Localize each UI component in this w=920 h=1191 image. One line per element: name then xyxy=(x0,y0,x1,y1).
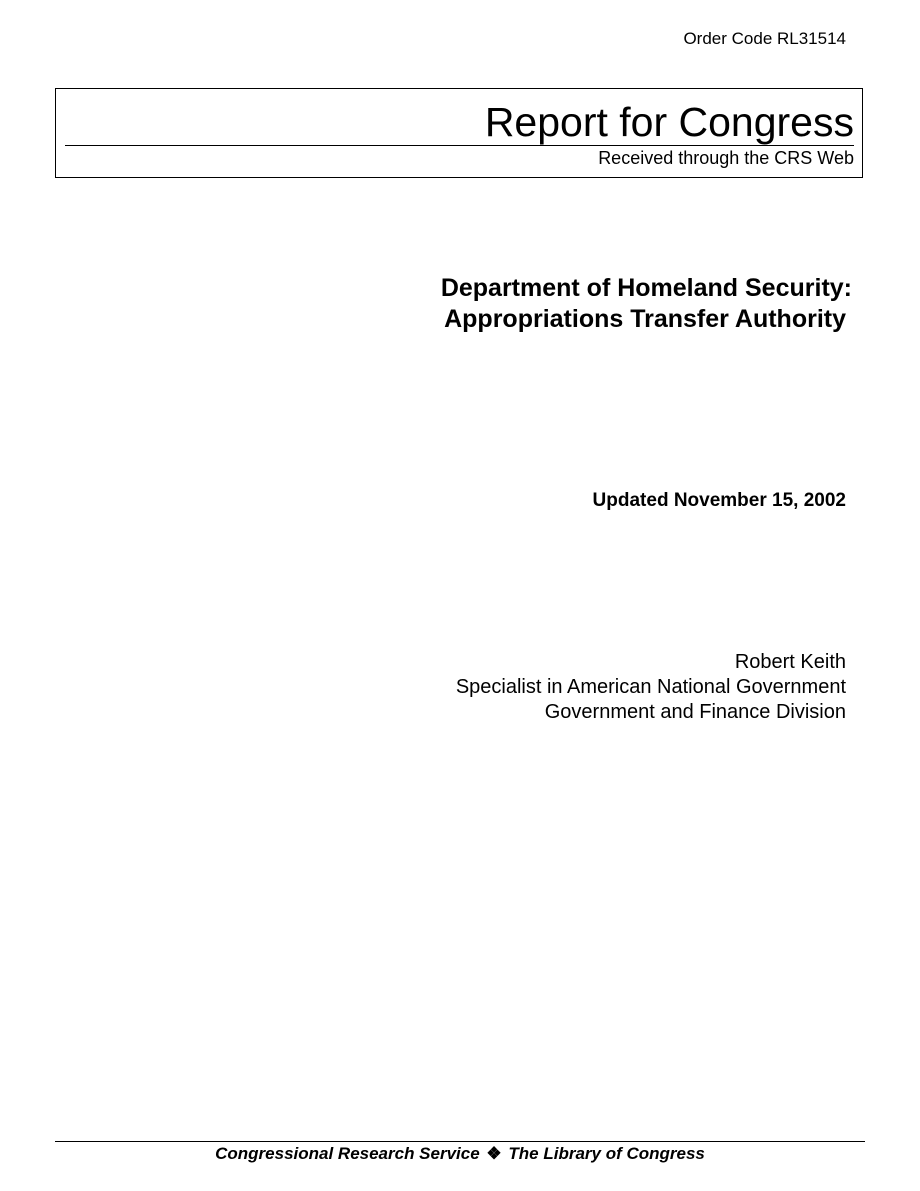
updated-date: Updated November 15, 2002 xyxy=(592,490,846,511)
header-divider xyxy=(65,145,854,146)
document-title-line-1: Department of Homeland Security: xyxy=(440,274,852,302)
document-title xyxy=(440,273,852,335)
author-name: Robert Keith xyxy=(734,651,846,673)
footer-crs: Congressional Research Service xyxy=(215,1144,480,1163)
document-title-line-2: Appropriations Transfer Authority xyxy=(444,305,846,333)
author-division: Government and Finance Division xyxy=(544,701,846,723)
author-block xyxy=(456,650,846,725)
report-header-box xyxy=(55,88,863,178)
order-code: Order Code RL31514 xyxy=(683,29,846,48)
author-position: Specialist in American National Government xyxy=(455,676,846,698)
footer xyxy=(55,1143,865,1164)
report-title: Report for Congress xyxy=(484,99,854,145)
diamond-separator-icon: ❖ xyxy=(486,1144,502,1163)
report-subtitle: Received through the CRS Web xyxy=(598,148,854,168)
footer-library: The Library of Congress xyxy=(508,1144,705,1163)
footer-divider xyxy=(55,1141,865,1142)
